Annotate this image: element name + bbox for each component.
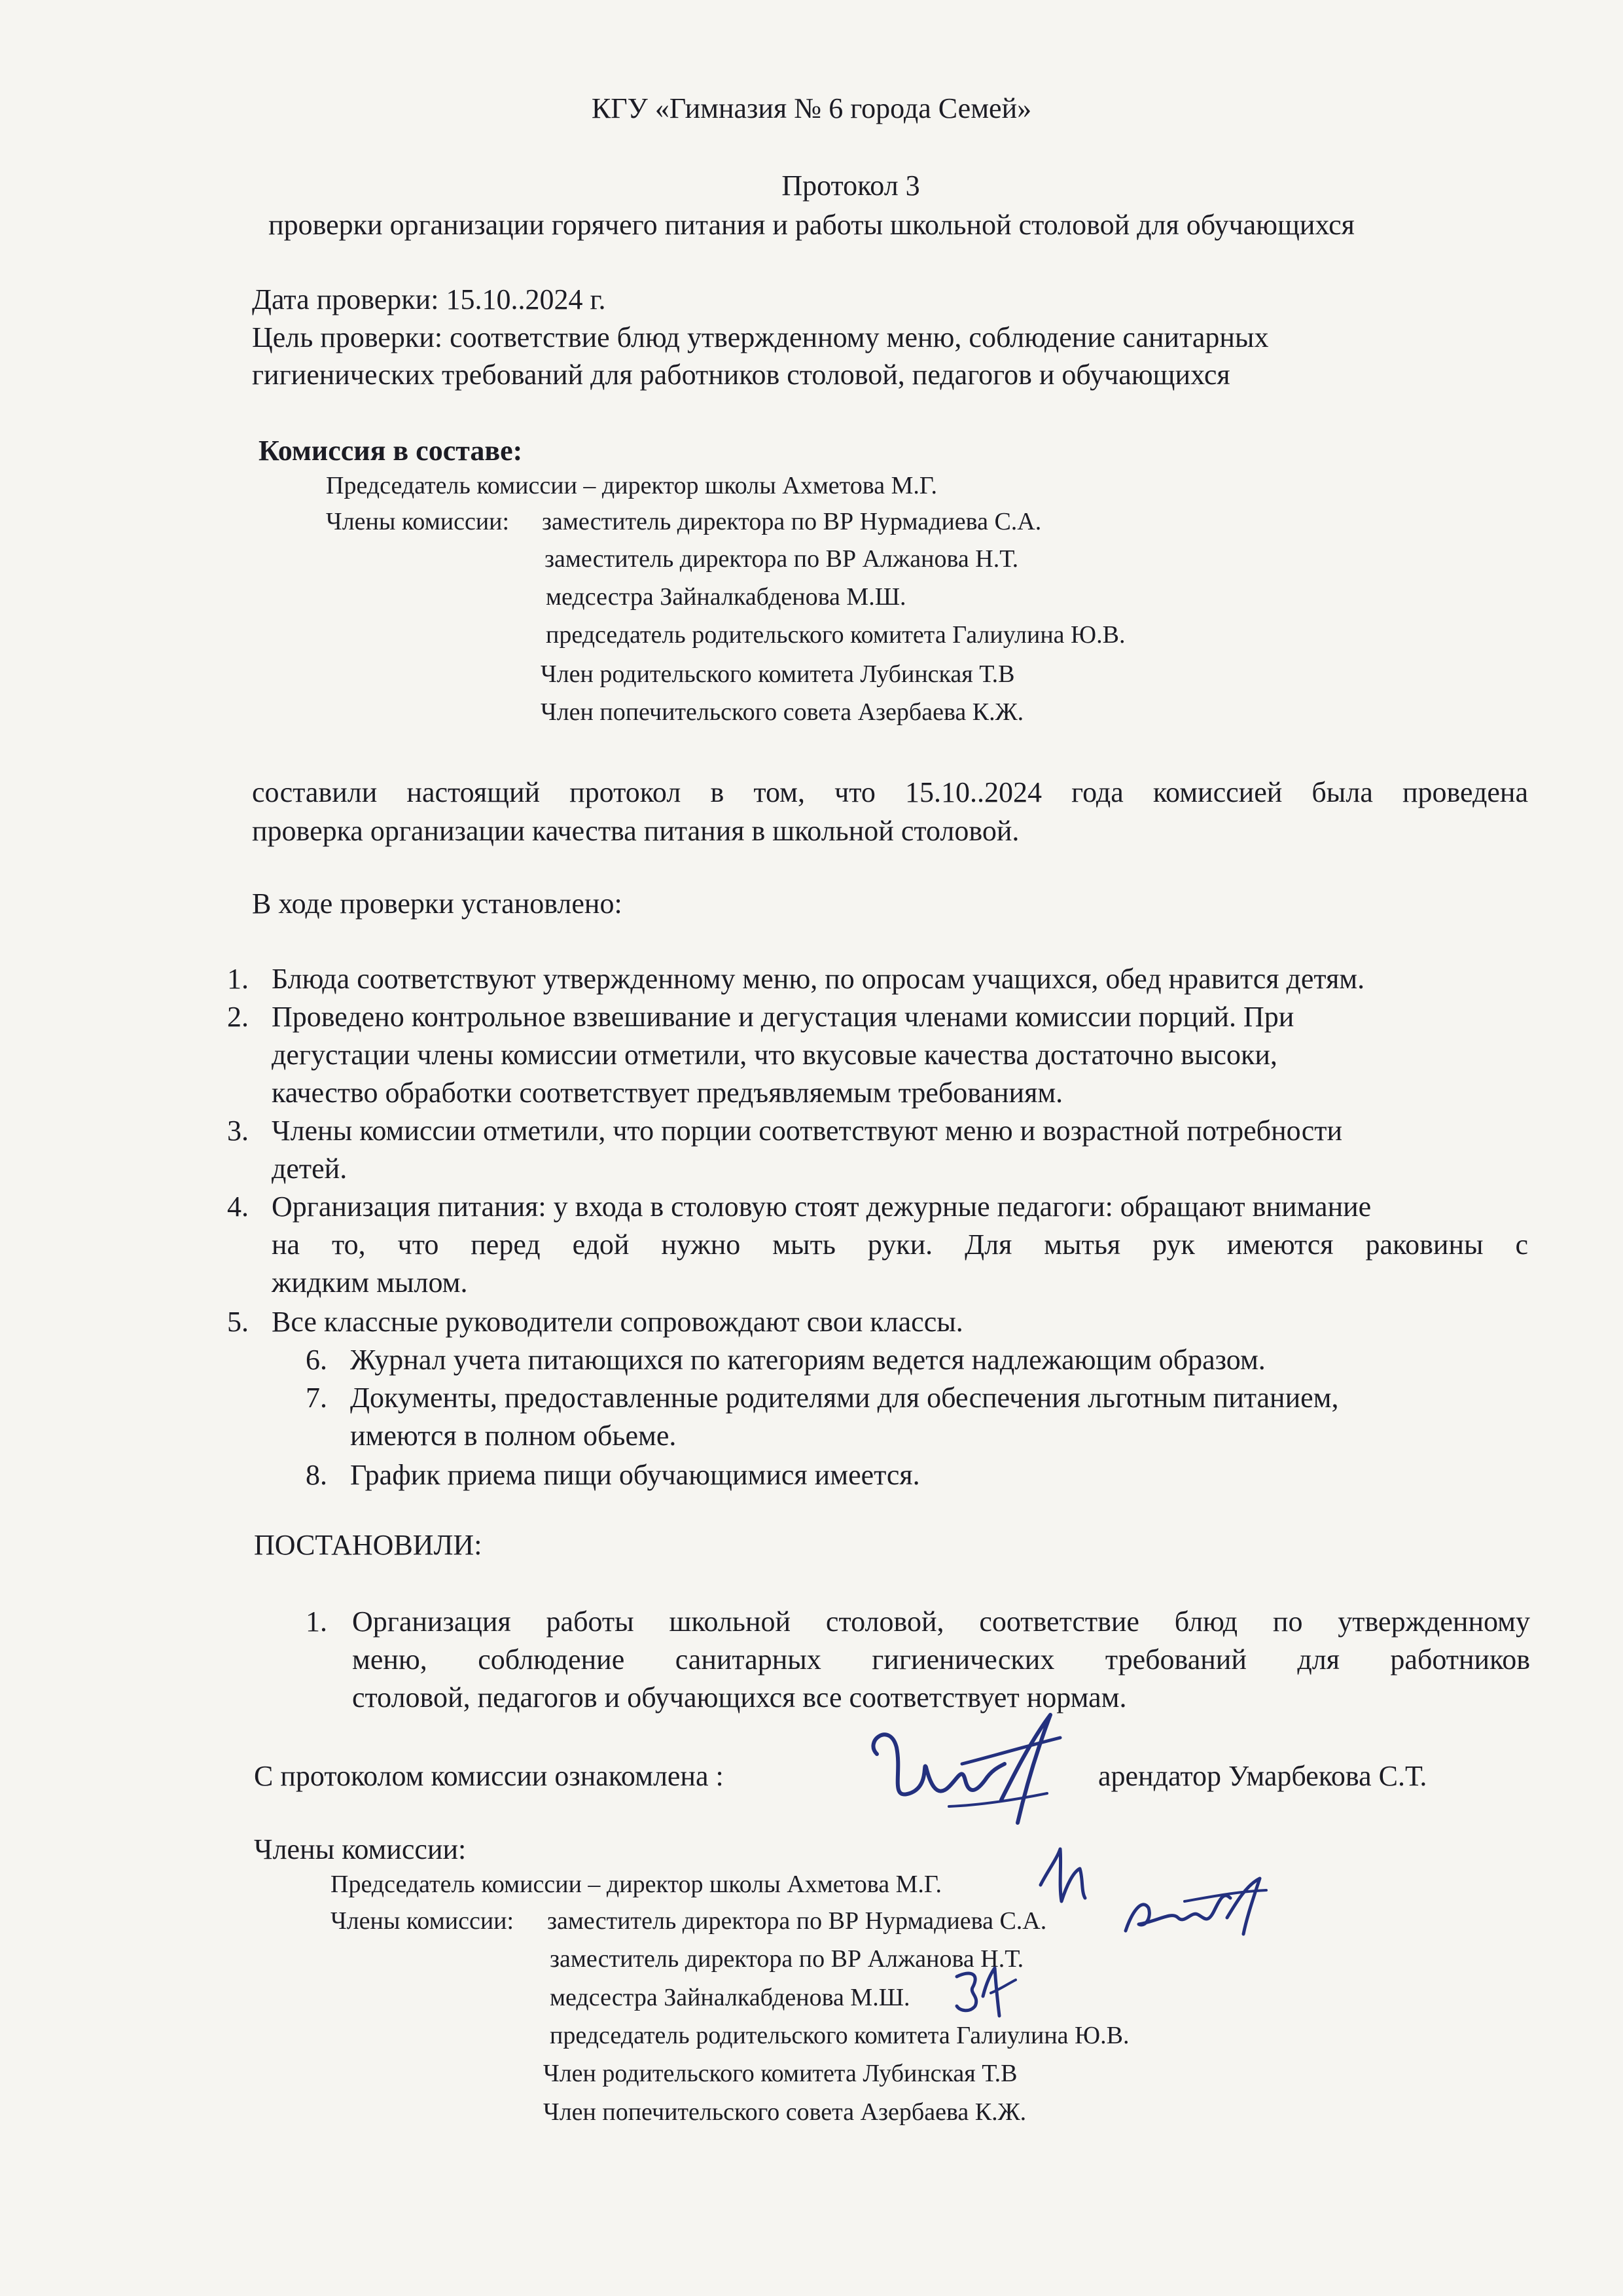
statement-line-2: проверка организации качества питания в школьной столовой. — [252, 815, 1020, 847]
list-item-number: 1. — [227, 963, 249, 995]
statement-line-1-text: составили настоящий протокол в том, что 15.10..2024 года комиссией была проведена — [252, 776, 1528, 808]
signatory-member: заместитель директора по ВР Нурмадиева С.А. — [547, 1907, 1047, 1935]
signatory-member: Член родительского комитета Лубинская Т.В — [543, 2060, 1018, 2087]
commission-member: заместитель директора по ВР Алжанова Н.Т. — [544, 545, 1019, 573]
commission-member: медсестра Зайналкабденова М.Ш. — [546, 583, 906, 611]
list-item-text: жидким мылом. — [272, 1266, 468, 1299]
list-item-text-justified — [272, 1228, 1528, 1261]
organization-title: КГУ «Гимназия № 6 города Семей» — [591, 92, 1032, 124]
resolution-text: меню, соблюдение санитарных гигиенических требований для работников — [352, 1643, 1530, 1676]
findings-heading: В ходе проверки установлено: — [252, 888, 622, 920]
commission-member: председатель родительского комитета Галиулина Ю.В. — [546, 621, 1126, 649]
check-purpose-line-2: гигиенических требований для работников столовой, педагогов и обучающихся — [252, 359, 1230, 391]
list-item-text: Журнал учета питающихся по категориям ведется надлежающим образом. — [350, 1344, 1266, 1376]
list-item-number: 3. — [227, 1115, 249, 1147]
signatory-member: заместитель директора по ВР Алжанова Н.Т. — [550, 1945, 1024, 1973]
list-item-text: График приема пищи обучающимися имеется. — [350, 1459, 920, 1491]
commission-members-label: Члены комиссии: — [326, 508, 510, 535]
nurse-signature — [950, 1960, 1022, 2022]
tenant-signature — [851, 1702, 1067, 1852]
list-item-text: детей. — [272, 1153, 348, 1185]
signatory-member: медсестра Зайналкабденова М.Ш. — [550, 1984, 910, 2011]
signatory-member: Член попечительского совета Азербаева К.Ж. — [543, 2098, 1027, 2126]
resolution-text: столовой, педагогов и обучающихся все соответствует нормам. — [352, 1681, 1127, 1713]
list-item-number: 7. — [306, 1382, 327, 1414]
signatories-heading: Члены комиссии: — [254, 1833, 467, 1865]
list-item-text: Организация питания: у входа в столовую стоят дежурные педагоги: обращают внимание — [272, 1191, 1372, 1223]
commission-heading: Комиссия в составе: — [259, 435, 523, 467]
acknowledgement-person: арендатор Умарбекова С.Т. — [1098, 1760, 1427, 1792]
list-item-number: 5. — [227, 1306, 249, 1338]
list-item-number: 6. — [306, 1344, 327, 1376]
resolution-line-1 — [352, 1605, 1530, 1638]
signatory-member: председатель родительского комитета Галиулина Ю.В. — [550, 2022, 1130, 2049]
list-item-text: Все классные руководители сопровождают свои классы. — [272, 1306, 963, 1338]
list-item-number: 2. — [227, 1001, 249, 1033]
list-item-text: на то, что перед едой нужно мыть руки. Для мытья рук имеются раковины с — [272, 1229, 1528, 1261]
resolution-heading: ПОСТАНОВИЛИ: — [254, 1529, 482, 1561]
list-item-text: Блюда соответствуют утвержденному меню, по опросам учащихся, обед нравится детям. — [272, 963, 1365, 995]
check-purpose-line-1: Цель проверки: соответствие блюд утвержденному меню, соблюдение санитарных — [252, 321, 1269, 353]
commission-chairman: Председатель комиссии – директор школы Ахметова М.Г. — [326, 472, 938, 499]
signatory-chairman: Председатель комиссии – директор школы Ахметова М.Г. — [330, 1871, 942, 1898]
commission-member: Член попечительского совета Азербаева К.Ж. — [541, 698, 1024, 726]
list-item-text: имеются в полном обьеме. — [350, 1420, 677, 1452]
resolution-line-2 — [352, 1643, 1530, 1676]
commission-member: Член родительского комитета Лубинская Т.В — [541, 660, 1015, 688]
commission-member: заместитель директора по ВР Нурмадиева С.А. — [542, 508, 1042, 535]
list-item-number: 8. — [306, 1459, 327, 1491]
protocol-title: Протокол 3 — [781, 170, 920, 202]
list-item-text: Члены комиссии отметили, что порции соответствуют меню и возрастной потребности — [272, 1115, 1343, 1147]
list-item-text: качество обработки соответствует предъявляемым требованиям. — [272, 1077, 1063, 1109]
check-date: Дата проверки: 15.10..2024 г. — [252, 283, 606, 315]
statement-line-1 — [252, 776, 1528, 809]
protocol-subject: проверки организации горячего питания и работы школьной столовой для обучающихся — [268, 209, 1355, 241]
acknowledgement-label: С протоколом комиссии ознакомлена : — [254, 1760, 724, 1792]
signatories-members-label: Члены комиссии: — [330, 1907, 514, 1935]
list-item-text: Документы, предоставленные родителями для обеспечения льготным питанием, — [350, 1382, 1339, 1414]
list-item-number: 4. — [227, 1191, 249, 1223]
list-item-text: дегустации члены комиссии отметили, что вкусовые качества достаточно высоки, — [272, 1039, 1277, 1071]
resolution-text: Организация работы школьной столовой, соответствие блюд по утвержденному — [352, 1605, 1530, 1638]
list-item-text: Проведено контрольное взвешивание и дегустация членами комиссии порций. При — [272, 1001, 1294, 1033]
chairman-signature — [1021, 1839, 1099, 1911]
deputy-signature — [1113, 1872, 1270, 1944]
resolution-number: 1. — [306, 1605, 327, 1638]
